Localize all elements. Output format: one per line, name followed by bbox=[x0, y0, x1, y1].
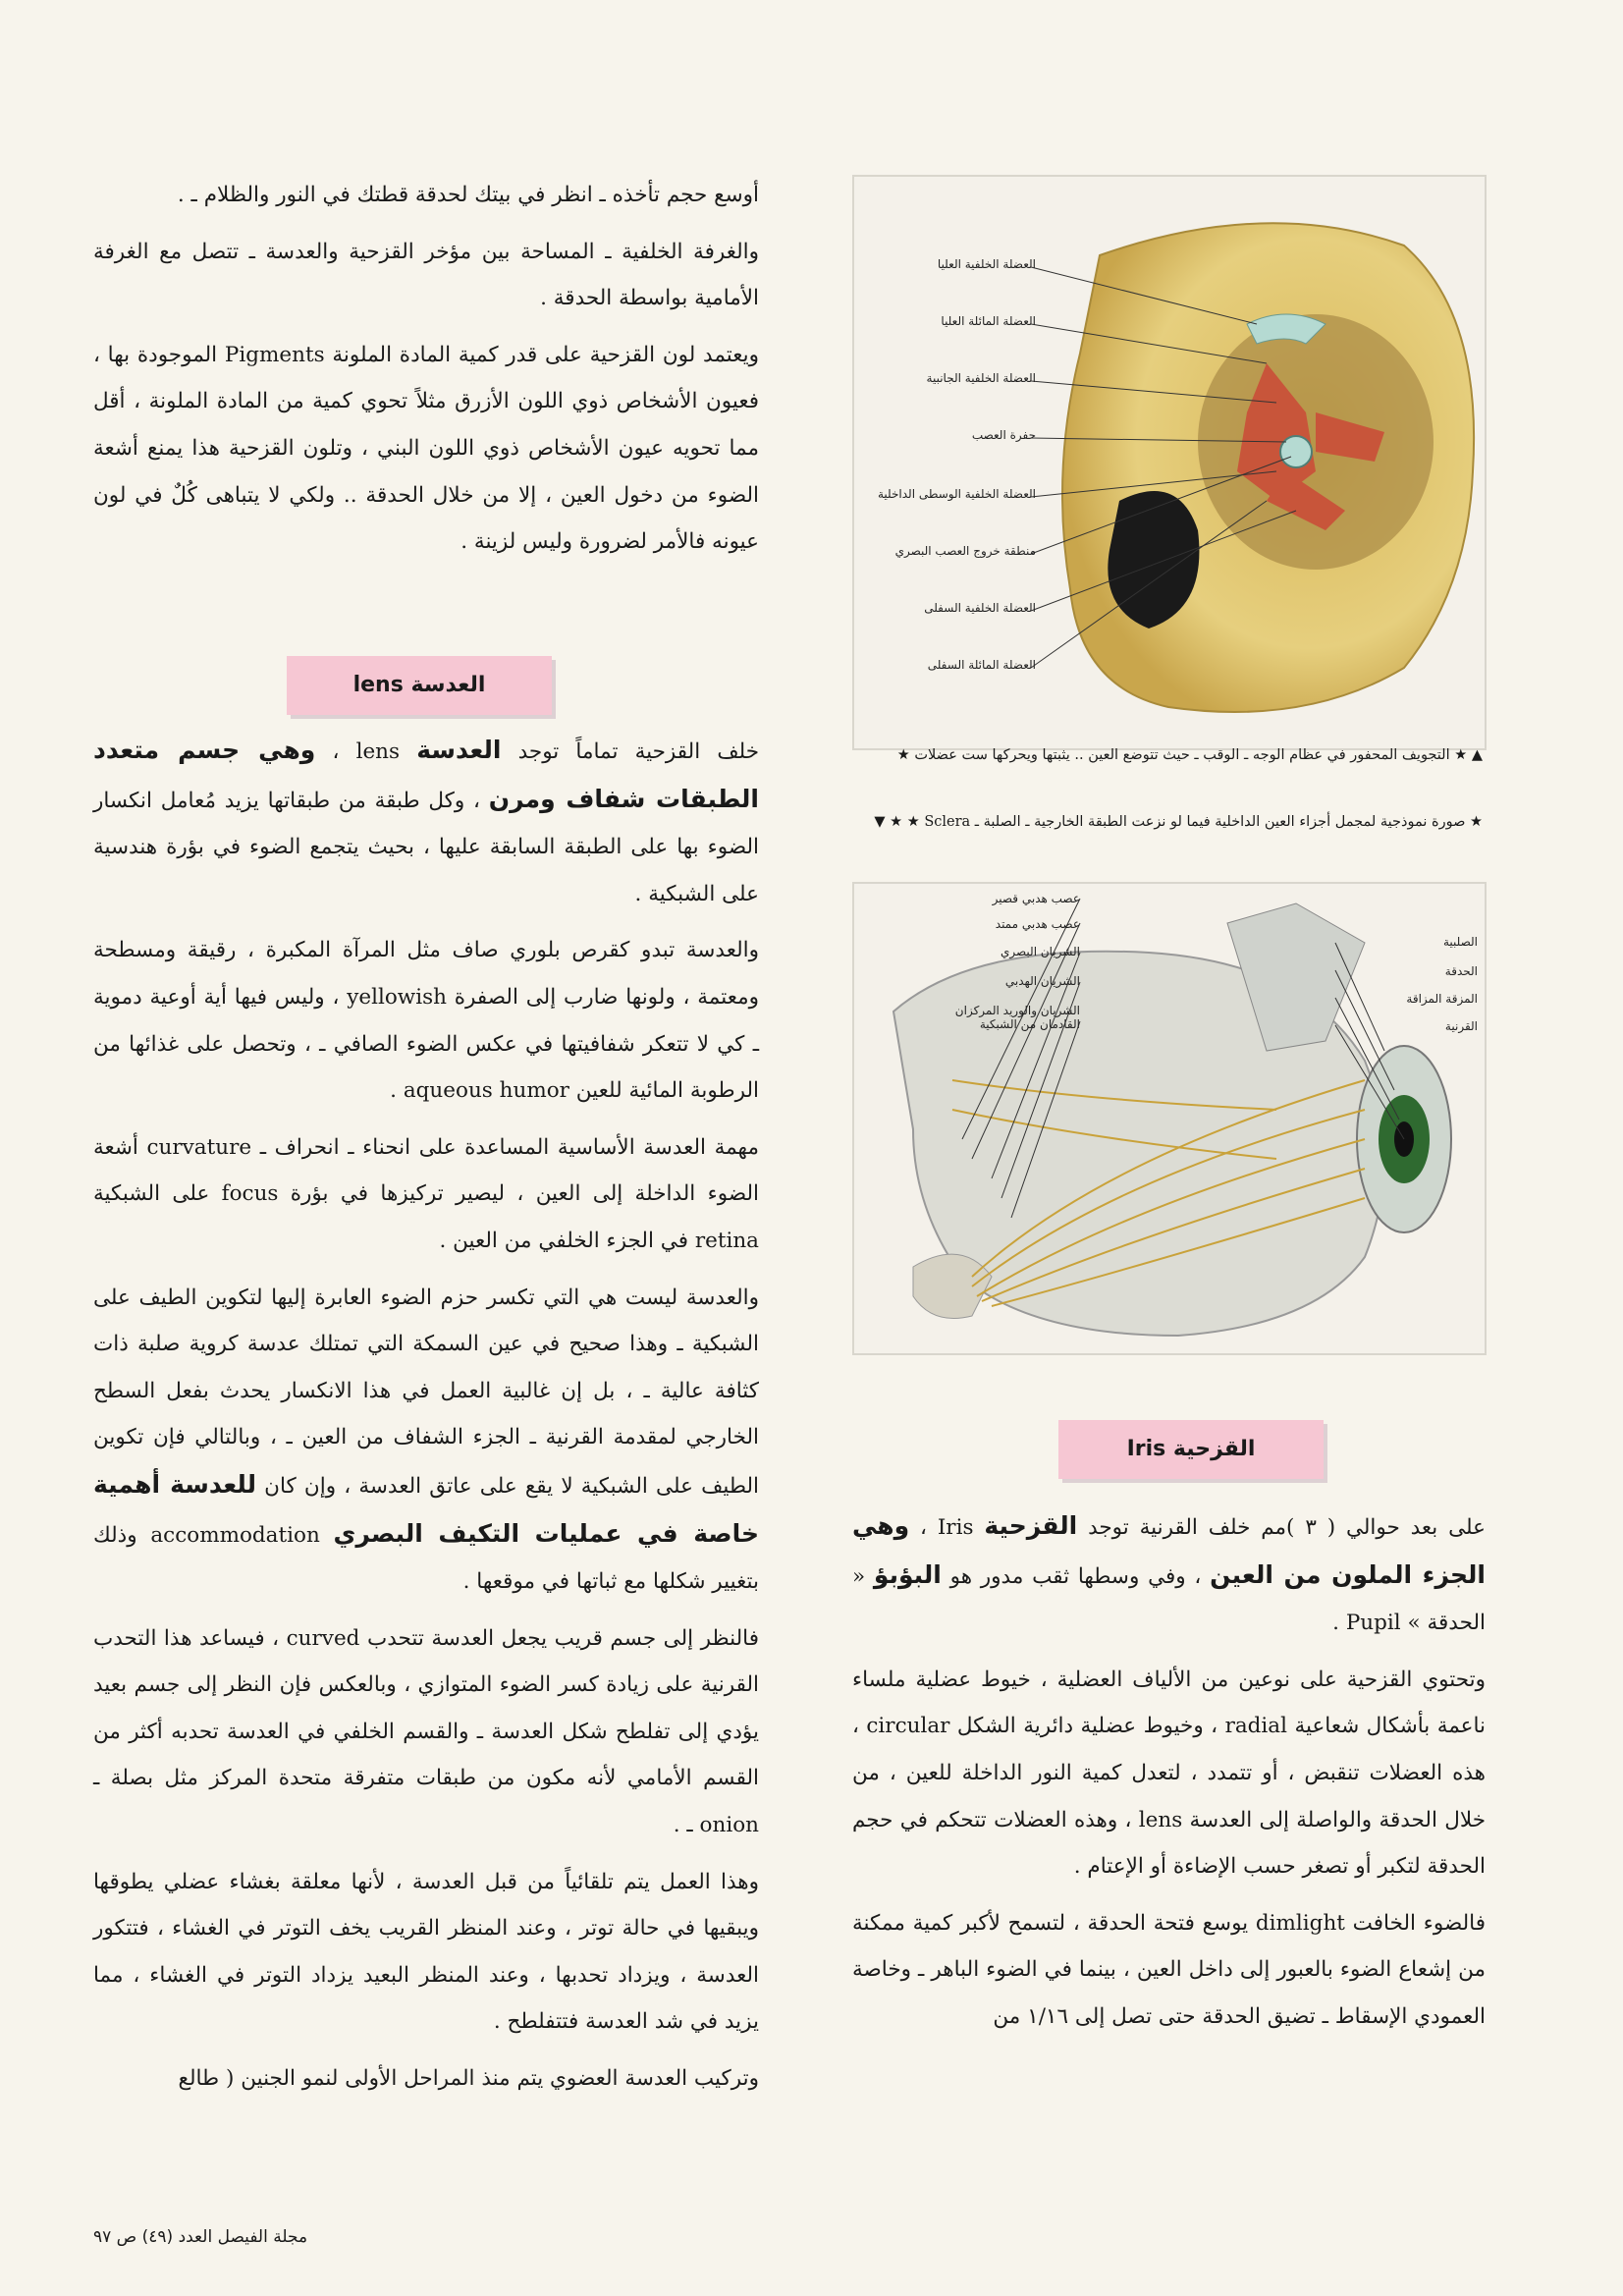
text-run: Iris ، bbox=[909, 1515, 985, 1540]
figure-label: الشريان والوريد المركزان القادمان من الشبكية bbox=[954, 1004, 1080, 1031]
page-footer: مجلة الفيصل العدد (٤٩) ص ٩٧ bbox=[93, 2227, 308, 2247]
bold-term: القزحية bbox=[984, 1511, 1078, 1540]
figure-label: العضلة المائلة السفلى bbox=[927, 658, 1036, 672]
paragraph: والعدسة تبدو كقرص بلوري صاف مثل المرآة المكبرة ، رقيقة ومسطحة ومعتمة ، ولونها ضارب إلى الصفرة yellowish ، وليس فيها أية أوعية دموية ـ كي لا تتعكر شفافيتها في عكس الضوء الصافي ـ ، وتحصل على غذائها من الرطوبة المائية للعين aqueous humor . bbox=[93, 938, 759, 1104]
paragraph: أوسع حجم تأخذه ـ انظر في بيتك لحدقة قطتك في النور والظلام ـ . bbox=[177, 183, 759, 207]
section-heading-iris: القزحية Iris bbox=[1058, 1420, 1324, 1479]
orbit-muscles-figure bbox=[852, 175, 1487, 750]
figure-label: عصب هدبي قصير bbox=[992, 892, 1080, 905]
figure-label: العضلة المائلة العليا bbox=[941, 314, 1036, 328]
text-run: « الحدقة » Pupil . bbox=[852, 1563, 1486, 1636]
figure-label: القرنية bbox=[1444, 1019, 1478, 1033]
paragraph: وتحتوي القزحية على نوعين من الألياف العضلية ، خيوط عضلية ملساء ناعمة بأشكال شعاعية radial ، وخيوط عضلية دائرية الشكل circular ، هذه العضلات تنقبض ، أو تتمدد ، لتعدل كمية النور الداخلة للعين ، من خلال الحدقة والواصلة إلى العدسة lens ، وهذه العضلات تتحكم في حجم الحدقة لتكبر أو تصغر حسب الإضاءة أو الإعتام . bbox=[852, 1667, 1487, 1880]
paragraph bbox=[852, 1503, 1486, 1647]
figure-label: العضلة الخلفية السفلى bbox=[924, 601, 1036, 615]
text-run: خلف القزحية تماماً توجد bbox=[501, 739, 759, 764]
figure-label: العضلة الخلفية الوسطى الداخلية bbox=[877, 487, 1036, 501]
section-heading-lens: العدسة lens bbox=[287, 656, 552, 715]
figure-label: الشريان الهدبي bbox=[1004, 974, 1080, 988]
bold-phrase: للعدسة أهمية خاصة في عمليات التكيف البصري bbox=[93, 1469, 759, 1548]
figure-caption: ▲ ★ التجويف المحفور في عظام الوجه ـ الوقب ـ حيث تتوضع العين .. يثبتها ويحركها ست عضلات ★ bbox=[896, 747, 1483, 763]
text-run: accommodation وذلك بتغيير شكلها مع ثباتها في موقعها . bbox=[93, 1522, 759, 1595]
paragraph bbox=[93, 727, 759, 917]
text-run: على بعد حوالي ( ٣ )مم خلف القرنية توجد bbox=[1077, 1515, 1487, 1540]
main-text-column bbox=[93, 172, 759, 575]
eye-internal-figure bbox=[852, 882, 1487, 1355]
figure-label: الحدقة bbox=[1444, 964, 1478, 978]
figure-label: منطقة خروج العصب البصري bbox=[894, 544, 1036, 558]
bold-phrase: وهي جسم متعدد الطبقات شفاف ومرن bbox=[93, 736, 760, 813]
figure-label: الشريان البصري bbox=[1001, 945, 1080, 958]
figure-label: حفرة العصب bbox=[971, 428, 1036, 442]
text-run: lens ، bbox=[315, 739, 417, 764]
paragraph: وتركيب العدسة العضوي يتم منذ المراحل الأولى لنمو الجنين ( طالع bbox=[178, 2066, 759, 2092]
iris-text-column bbox=[852, 1503, 1486, 2050]
eye-illustration bbox=[854, 884, 1485, 1353]
bold-term: البؤبؤ bbox=[873, 1559, 942, 1589]
figure-label: عصب هدبي ممتد bbox=[995, 917, 1080, 931]
paragraph bbox=[93, 1275, 759, 1606]
figure-label: المزقة المزاقة bbox=[1406, 992, 1478, 1006]
figure-label: العضلة الخلفية العليا bbox=[937, 257, 1036, 271]
lens-text-column bbox=[93, 727, 759, 2112]
figure-label: العضلة الخلفية الجانبية bbox=[926, 371, 1036, 385]
text-run: ، وفي وسطها ثقب مدور هو bbox=[941, 1563, 1211, 1589]
text-run: والعدسة ليست هي التي تكسر حزم الضوء العابرة إليها لتكوين الطيف على الشبكية ـ وهذا صحيح في عين السمكة التي تمتلك عدسة كروية صلبة ذات كثافة عالية ـ ، بل إن غالبية العمل في هذا الانكسار يحدث بفعل السطح الخارجي لمقدمة القرنية ـ الجزء الشفاف من العين ـ ، وبالتالي فإن تكوين الطيف على الشبكية لا يقع على عاتق العدسة ، وإن كان bbox=[93, 1285, 760, 1499]
paragraph: وهذا العمل يتم تلقائياً من قبل العدسة ، لأنها معلقة بغشاء عضلي يطوقها ويبقيها في حالة توتر ، وعند المنظر القريب يخف التوتر في الغشاء ، فتتكور العدسة ، ويزداد تحدبها ، وعند المنظر البعيد يزداد التوتر في الغشاء ، مما يزيد في شد العدسة فتتفلطح . bbox=[93, 1869, 759, 2035]
figure-label: الصلبية bbox=[1442, 935, 1478, 949]
paragraph: مهمة العدسة الأساسية المساعدة على انحناء ـ انحراف ـ curvature أشعة الضوء الداخلة إلى العين ، ليصير تركيزها في بؤرة focus على الشبكية retina في الجزء الخلفي من العين . bbox=[93, 1134, 759, 1253]
text-run: ، وكل طبقة من طبقاتها يزيد مُعامل انكسار الضوء بها على الطبقة السابقة عليها ، بحيث يتجمع الضوء في بؤرة هندسية على الشبكية . bbox=[93, 788, 759, 906]
paragraph: والغرفة الخلفية ـ المساحة بين مؤخر القزحية والعدسة ـ تتصل مع الغرفة الأمامية بواسطة الحدقة . bbox=[93, 239, 759, 311]
figure-caption: ★ صورة نموذجية لمجمل أجزاء العين الداخلية فيما لو نزعت الطبقة الخارجية ـ الصلبة ـ Sclera ★ ★ ▼ bbox=[874, 814, 1483, 830]
bold-phrase: وهي الجزء الملون من العين bbox=[852, 1511, 1486, 1589]
paragraph: فالنظر إلى جسم قريب يجعل العدسة تتحدب curved ، فيساعد هذا التحدب القرنية على زيادة كسر الضوء المتوازي ، وبالعكس فإن النظر إلى جسم بعيد يؤدي إلى تفلطح شكل العدسة ـ والقسم الخلفي في العدسة تحدبه أكثر من القسم الأمامي لأنه مكون من طبقات متفرقة متحدة المركز مثل بصلة ـ onion ـ . bbox=[93, 1625, 760, 1838]
paragraph: فالضوء الخافت dimlight يوسع فتحة الحدقة ، لتسمح لأكبر كمية ممكنة من إشعاع الضوء بالعبور إلى داخل العين ، بينما في الضوء الباهر ـ وخاصة العمودي الإسقاط ـ تضيق الحدقة حتى تصل إلى ١/١٦ من bbox=[852, 1910, 1486, 2029]
bold-term: العدسة bbox=[416, 736, 502, 764]
paragraph: ويعتمد لون القزحية على قدر كمية المادة الملونة Pigments الموجودة بها ، فعيون الأشخاص ذوي اللون الأزرق مثلاً تحوي كمية من المادة الملونة ، أقل مما تحويه عيون الأشخاص ذوي اللون البني ، وتلون القزحية هذا يمنع أشعة الضوء من دخول العين ، إلا من خلال الحدقة .. ولكي لا يتباهى كُلٌ في لون عيونه فالأمر لضرورة وليس لزينة . bbox=[93, 342, 759, 555]
